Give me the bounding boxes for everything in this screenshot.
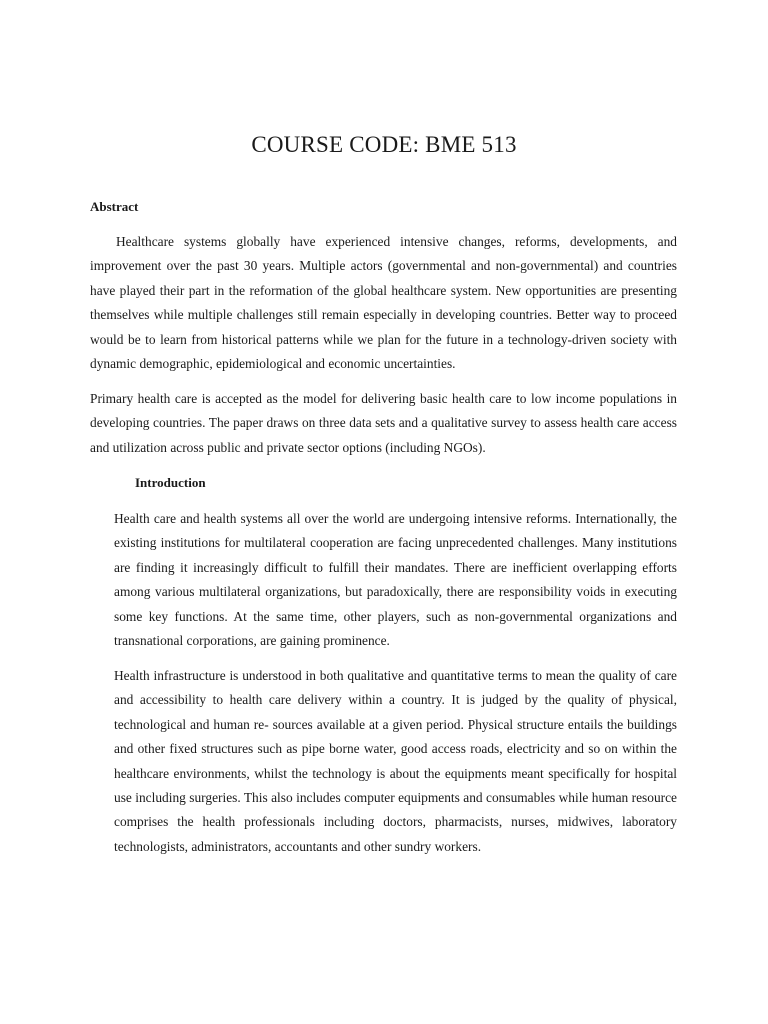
introduction-paragraph-1: Health care and health systems all over the world are undergoing intensive reforms. Internationally, the existing institutions for multilateral cooperation are facing unprecedented challenges. Many institutions are finding it increasingly difficult to fulfill their mandates. There are inefficient overlapping efforts among various multilateral organizations, but paradoxically, there are responsibility voids in executing some key functions. At the same time, other players, such as non-governmental organizations and transnational corporations, are gaining prominence. — [114, 511, 677, 649]
introduction-paragraph-2: Health infrastructure is understood in both qualitative and quantitative terms to mean the quality of care and accessibility to health care delivery within a country. It is judged by the quality of physical, technological and human re- sources available at a given period. Physical structure entails the buildings and other fixed structures such as pipe borne water, good access roads, electricity and so on within the healthcare environments, whilst the technology is about the equipments meant specifically for hospital use including surgeries. This also includes computer equipments and consumables while human resource comprises the health professionals including doctors, pharmacists, nurses, midwives, laboratory technologists, administrators, accountants and other sundry workers. — [114, 668, 677, 854]
abstract-paragraph-2: Primary health care is accepted as the model for delivering basic health care to low income populations in developing countries. The paper draws on three data sets and a qualitative survey to assess health care access and utilization across public and private sector options (including NGOs). — [90, 391, 677, 455]
abstract-paragraph-1: Healthcare systems globally have experienced intensive changes, reforms, developments, and improvement over the past 30 years. Multiple actors (governmental and non-governmental) and countries have played their part in the reformation of the global healthcare system. New opportunities are presenting themselves while multiple challenges still remain especially in developing countries. Better way to proceed would be to learn from historical patterns while we plan for the future in a technology-driven society with dynamic demographic, epidemiological and economic uncertainties. — [90, 234, 677, 372]
document-title: COURSE CODE: BME 513 — [251, 132, 517, 157]
introduction-heading: Introduction — [135, 475, 206, 490]
abstract-heading: Abstract — [90, 199, 139, 214]
